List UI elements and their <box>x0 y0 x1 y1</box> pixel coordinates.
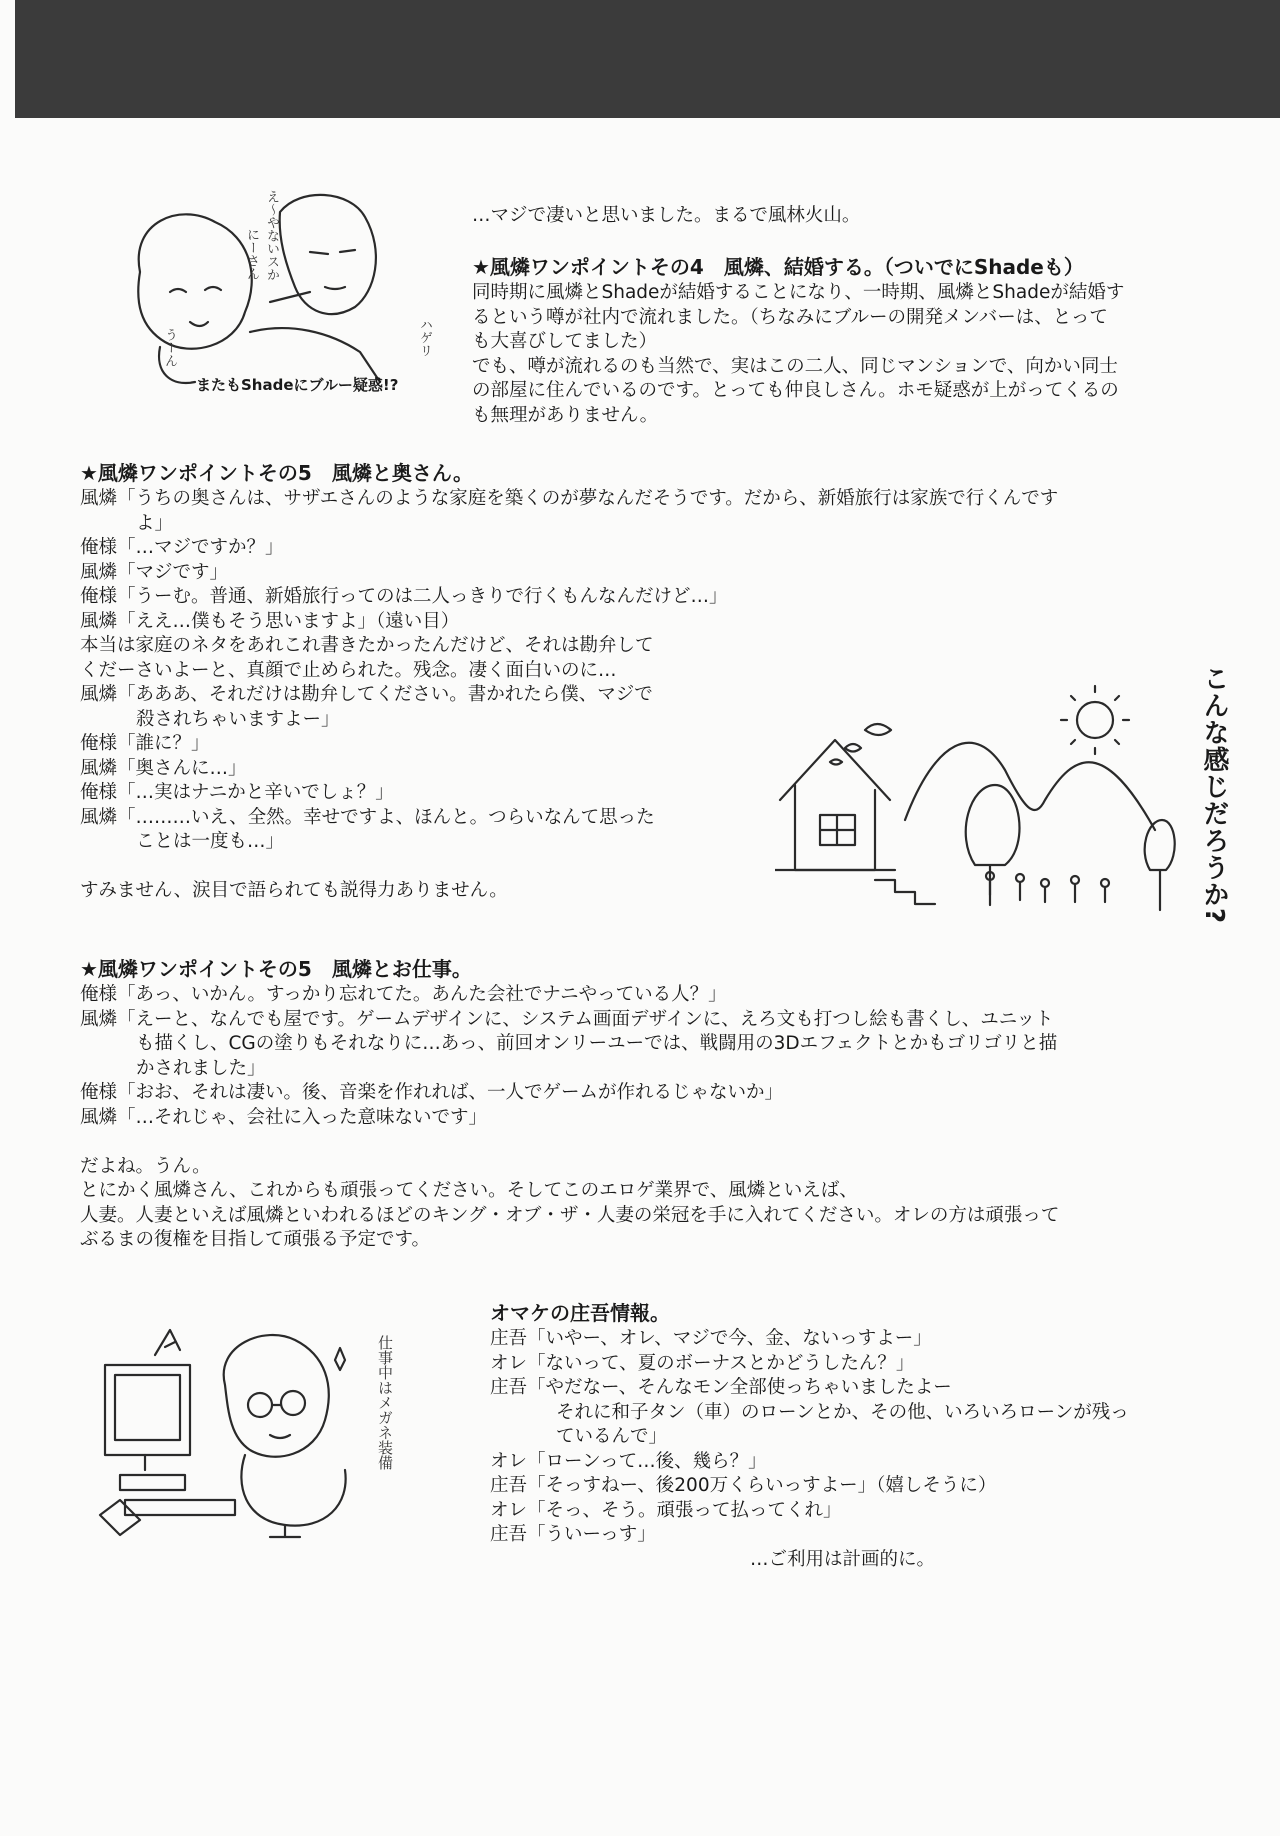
house-landscape-illustration <box>775 680 1195 920</box>
speaker: 俺様 <box>80 1082 118 1103</box>
text-line: でも、噂が流れるのも当然で、実はこの二人、同じマンションで、向かい同士 <box>472 355 1118 377</box>
text-line: も無理がありません。 <box>472 404 659 426</box>
note-c: ハゲリ <box>417 318 432 357</box>
dialog-line <box>80 585 1058 610</box>
speech: 「あああ、それだけは勘弁してください。書かれたら僕、マジで <box>117 684 653 705</box>
speech: 「………いえ、全然。幸せですよ、ほんと。つらいなんて思った <box>117 806 655 828</box>
closing-line: すみません、涙目で語られても説得力ありません。 <box>80 880 508 901</box>
dialog-line <box>80 983 1059 1008</box>
speech: 「あっ、いかん。すっかり忘れてた。あんた会社でナニやっている人？」 <box>117 984 727 1005</box>
speech: 「ええ…僕もそう思いますよ」（遠い目） <box>117 610 460 632</box>
dialog-line <box>490 1327 1129 1352</box>
narration-line: くだーさいよーと、真顔で止められた。残念。凄く面白いのに… <box>80 659 617 681</box>
speaker: 庄吾 <box>490 1377 528 1398</box>
text-line: の部屋に住んでいるのです。とっても仲良しさん。ホモ疑惑が上がってくるの <box>472 380 1119 401</box>
note-b: にーさん <box>244 228 259 280</box>
text-line: 同時期に風燐とShadeが結婚することになり、一時期、風燐とShadeが結婚す <box>472 282 1125 303</box>
narration-line: 本当は家庭のネタをあれこれ書きたかったんだけど、それは勘弁して <box>80 635 654 656</box>
speech-continued: それに和子タン（車）のローンとか、その他、いろいろローンが残っ <box>556 1401 1129 1423</box>
speaker: 風燐 <box>80 757 118 779</box>
section-heading: ★風燐ワンポイントその5 風燐と奥さん。 <box>80 461 474 485</box>
dialog-line <box>80 1081 1059 1106</box>
dialog-line <box>80 536 1058 561</box>
speech: 「えーと、なんでも屋です。ゲームデザインに、システム画面デザインに、えろ文も打つし絵も書くし、ユニット <box>117 1008 1054 1030</box>
speaker: 庄吾 <box>490 1524 528 1545</box>
note-d: うーん <box>162 328 177 367</box>
dialog-line <box>490 1450 1129 1475</box>
speaker: 風燐 <box>80 1106 118 1128</box>
closing-line: 人妻。人妻といえば風燐といわれるほどのキング・オブ・ザ・人妻の栄冠を手に入れてください。オレの方は頑張って <box>80 1204 1060 1226</box>
vertical-caption: こんな感じだろうか? <box>1199 665 1229 925</box>
closing-line: とにかく風燐さん、これからも頑張ってください。そしてこのエロゲ業界で、風燐といえば、 <box>80 1180 858 1201</box>
text-line: も大喜びしてました） <box>472 331 658 352</box>
speech: 「うーむ。普通、新婚旅行ってのは二人っきりで行くもんなんだけど…」 <box>117 586 728 607</box>
intro-line: …マジで凄いと思いました。まるで風林火山。 <box>472 205 861 226</box>
speech: 「ローンって…後、幾ら？」 <box>527 1450 767 1472</box>
dialog-line <box>490 1474 1129 1499</box>
speech: 「うちの奥さんは、サザエさんのような家庭を築くのが夢なんだそうです。だから、新婚旅行は家族で行くんです <box>117 488 1059 509</box>
speaker: 庄吾 <box>490 1475 528 1496</box>
speech: 「…マジですか？」 <box>117 537 284 558</box>
speech: 「そっ、そう。頑張って払ってくれ」 <box>527 1499 842 1521</box>
speech: 「ないって、夏のボーナスとかどうしたん？」 <box>527 1352 915 1374</box>
speech: 「そっすねー、後200万くらいっすよー」（嬉しそうに） <box>527 1475 997 1496</box>
dialog-line <box>80 487 1058 512</box>
speech: 「奥さんに…」 <box>117 757 247 779</box>
dialog-line <box>80 561 1058 586</box>
speaker: オレ <box>490 1352 528 1374</box>
speech-continued: も描くし、CGの塗りもそれなりに…あっ、前回オンリーユーでは、戦闘用の3Dエフェクトとかもゴリゴリと描 <box>136 1033 1058 1054</box>
note-a: え〜やないスか <box>264 190 279 281</box>
dialog-line <box>490 1499 1129 1524</box>
section-onepoint-4 <box>472 254 1124 428</box>
speech: 「誰に？」 <box>117 733 210 754</box>
speaker: 風燐 <box>80 684 118 705</box>
closing-line: ぶるまの復権を目指して頑張る予定です。 <box>80 1229 431 1250</box>
speech: 「やだなー、そんなモン全部使っちゃいましたよー <box>527 1377 952 1398</box>
dialog-line <box>490 1523 1129 1548</box>
speaker: 俺様 <box>80 586 118 607</box>
speaker: 俺様 <box>80 733 118 754</box>
speech-continued: ているんで」 <box>556 1426 668 1447</box>
speaker: 俺様 <box>80 537 118 558</box>
text-line: るという噂が社内で流れました。（ちなみにブルーの開発メンバーは、とって <box>472 306 1108 328</box>
glasses-note: 仕事中はメガネ装備 <box>376 1335 394 1470</box>
speech-continued: よ」 <box>136 512 174 534</box>
speaker: 風燐 <box>80 561 118 583</box>
speaker: 庄吾 <box>490 1328 528 1349</box>
speech-continued: 殺されちゃいますよー」 <box>136 708 340 730</box>
header-bar <box>15 0 1280 118</box>
section-onepoint-5-work <box>80 956 1059 1253</box>
speech-continued: かされました」 <box>136 1057 266 1079</box>
illustration-caption: またもShadeにブルー疑惑!? <box>196 376 399 394</box>
dialog-line <box>80 1106 1059 1131</box>
section-heading: ★風燐ワンポイントその5 風燐とお仕事。 <box>80 957 472 981</box>
speaker: 俺様 <box>80 984 118 1005</box>
dialog-line <box>80 1008 1059 1033</box>
speaker: 風燐 <box>80 610 118 632</box>
section-heading: オマケの庄吾情報。 <box>490 1301 670 1325</box>
closing-line: だよね。うん。 <box>80 1155 211 1177</box>
closing-line: …ご利用は計画的に。 <box>750 1548 936 1570</box>
dialog-line <box>490 1376 1129 1401</box>
speech: 「ういーっす」 <box>527 1524 656 1545</box>
speaker: 風燐 <box>80 488 118 509</box>
speech: 「…それじゃ、会社に入った意味ないです」 <box>117 1106 488 1128</box>
section-omake <box>490 1300 1129 1572</box>
section-heading: ★風燐ワンポイントその4 風燐、結婚する。（ついでにShadeも） <box>472 255 1084 279</box>
dialog-line <box>80 610 1058 635</box>
speech: 「マジです」 <box>117 561 229 583</box>
speaker: 俺様 <box>80 782 118 803</box>
dialog-line <box>490 1352 1129 1377</box>
speaker: 風燐 <box>80 806 118 828</box>
speech: 「いやー、オレ、マジで今、金、ないっすよー」 <box>527 1328 932 1349</box>
speech: 「おお、それは凄い。後、音楽を作れれば、一人でゲームが作れるじゃないか」 <box>117 1082 784 1103</box>
speaker: 風燐 <box>80 1008 118 1030</box>
speaker: オレ <box>490 1450 528 1472</box>
speech: 「…実はナニかと辛いでしょ？」 <box>117 782 394 803</box>
speech-continued: ことは一度も…」 <box>136 831 285 852</box>
speaker: オレ <box>490 1499 528 1521</box>
